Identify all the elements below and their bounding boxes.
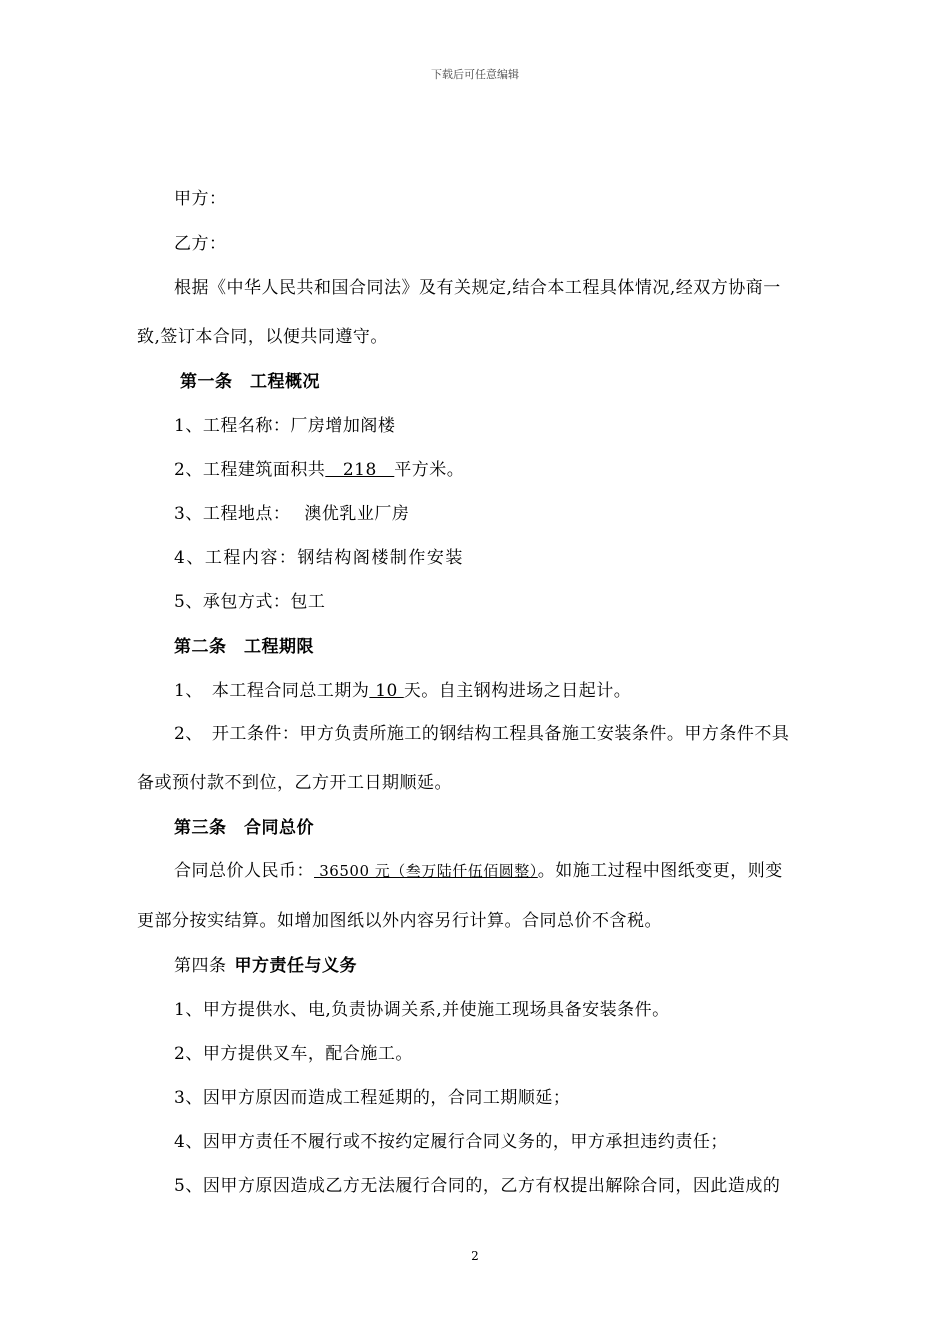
item-2-prefix: 2、工程建筑面积共 (174, 460, 326, 480)
article-4-item-5: 5、因甲方原因造成乙方无法履行合同的，乙方有权提出解除合同，因此造成的 (174, 1176, 781, 1196)
article-4-heading: 甲方责任与义务 (234, 956, 357, 976)
article-3-line-2: 更部分按实结算。如增加图纸以外内容另行计算。合同总价不含税。 (137, 911, 662, 931)
intro-line-2: 致,签订本合同，以便共同遵守。 (137, 327, 388, 347)
floor-area-value: 218 (325, 460, 395, 480)
article-1-item-3 (174, 499, 409, 524)
article-3-title: 第三条 合同总价 (174, 818, 314, 838)
item-3-prefix: 3、工程地点： (174, 504, 291, 524)
article-1-item-2 (174, 455, 464, 480)
article-1-title: 第一条 工程概况 (180, 372, 320, 392)
article-1-item-4: 4、工程内容：钢结构阁楼制作安装 (174, 548, 464, 568)
article-2-item-2-line-2: 备或预付款不到位，乙方开工日期顺延。 (137, 773, 452, 793)
page-header: 下载后可任意编辑 (431, 68, 519, 81)
price-prefix: 合同总价人民币： (174, 861, 314, 881)
article-4-item-2: 2、甲方提供叉车，配合施工。 (174, 1044, 413, 1064)
article-2-item-2-line-1: 2、 开工条件：甲方负责所施工的钢结构工程具备施工安装条件。甲方条件不具 (174, 724, 790, 744)
article-4-item-4: 4、因甲方责任不履行或不按约定履行合同义务的，甲方承担违约责任； (174, 1132, 728, 1152)
article-2-title: 第二条 工程期限 (174, 637, 314, 657)
price-suffix: 。如施工过程中图纸变更，则变 (537, 861, 783, 881)
article-4-item-3: 3、因甲方原因而造成工程延期的，合同工期顺延； (174, 1088, 571, 1108)
article-1-item-5: 5、承包方式：包工 (174, 592, 326, 612)
article-4-item-1: 1、甲方提供水、电,负责协调关系,并使施工现场具备安装条件。 (174, 1000, 670, 1020)
item-1-prefix: 1、 本工程合同总工期为 (174, 681, 370, 701)
article-3-line-1 (174, 856, 783, 881)
article-4-number: 第四条 (174, 956, 227, 976)
project-location-value: 澳优乳业厂房 (304, 504, 410, 524)
article-2-item-1 (174, 676, 631, 701)
article-1-item-1: 1、工程名称：厂房增加阁楼 (174, 416, 396, 436)
party-a-line: 甲方： (174, 189, 227, 209)
duration-value: 10 (369, 681, 404, 701)
intro-line-1: 根据《中华人民共和国合同法》及有关规定,结合本工程具体情况,经双方协商一 (174, 278, 781, 298)
item-1-suffix: 天。自主钢构进场之日起计。 (403, 681, 632, 701)
item-2-suffix: 平方米。 (394, 460, 465, 480)
article-4-title (174, 951, 357, 976)
contract-price-value: 36500 元（叁万陆仟伍佰圆整） (314, 862, 538, 880)
page-number: 2 (471, 1249, 479, 1263)
party-b-line: 乙方： (174, 234, 227, 254)
